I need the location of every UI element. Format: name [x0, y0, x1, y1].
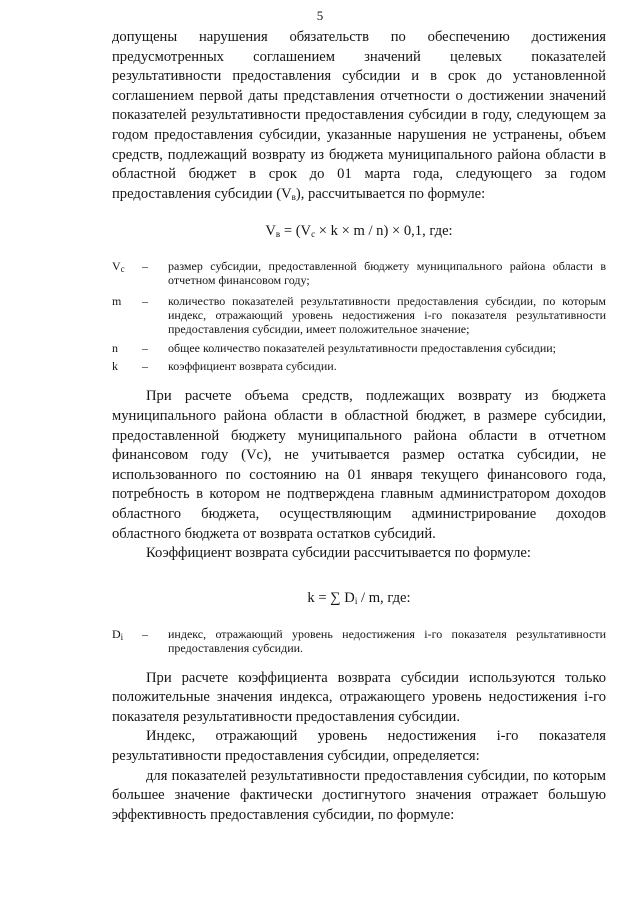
definition-item [112, 259, 606, 287]
paragraph-2: При расчете объема средств, подлежащих возврату из бюджета муниципального района области в областной бюджет, в размере субсидии, предоставленной бюджету муниципального района области в отчетном финансовом году (Vc), не учитывается размер остатка субсидии, не использованного по состоянию на 01 января текущего финансового года, потребность в котором не подтверждена главным администратором доходов областного бюджета, осуществляющим администрирование доходов областного бюджета от возврата остатков субсидий. [112, 388, 606, 542]
definition-dash: – [142, 626, 148, 641]
definition-text: общее количество показателей результативности предоставления субсидии; [168, 341, 557, 356]
definition-text: количество показателей результативности предоставления субсидии, по которым индекс, отражающий уровень недостижения i-го показателя результативности предоставления субсидии, имеет положительное значение; [168, 294, 606, 337]
paragraph-6: для показателей результативности предоставления субсидии, по которым большее значение фактически достигнутого значения отражает большую эффективность предоставления субсидии, по формуле: [112, 767, 606, 823]
definitions-list-1 [112, 259, 606, 373]
paragraph-5: Индекс, отражающий уровень недостижения i-го показателя результативности предоставления субсидии, определяется: [112, 728, 606, 765]
document-body [112, 28, 606, 825]
paragraph-3: Коэффициент возврата субсидии рассчитывается по формуле: [146, 545, 531, 562]
formula-vb: $V_в = (V_c \times k \times m / n) \times 0,1$, где: [265, 223, 453, 240]
definition-dash: – [142, 294, 148, 309]
paragraph-1: допущены нарушения обязательств по обеспечению достижения предусмотренных соглашением значений целевых показателей результативности предоставления субсидии и в срок до установленной соглашением первой даты представления отчетности о достижении значений показателей результативности предоставления субсидии в году, следующем за годом предоставления субсидии, указанные нарушения не устранены, объем средств, подлежащий возврату из бюджета муниципального района области в областной бюджет в срок до 01 марта года, следующего за годом предоставления субсидии $(V_в)$, рассчитывается по формуле: [112, 29, 606, 202]
formula-k: k = ∑ $D_i$ / m, где: [307, 589, 411, 606]
definition-text: коэффициент возврата субсидии. [168, 359, 337, 374]
definition-text: размер субсидии, предоставленной бюджету муниципального района области в отчетном финансовом году; [168, 259, 606, 288]
definition-symbol: m [112, 294, 122, 309]
definition-symbol: $V_c$ [112, 259, 125, 275]
definition-symbol: n [112, 341, 118, 356]
definition-dash: – [142, 359, 148, 374]
page-number: 5 [316, 8, 324, 23]
definition-symbol: k [112, 359, 118, 374]
definition-item [112, 359, 606, 373]
definition-dash: – [142, 259, 148, 274]
definition-dash: – [142, 341, 148, 356]
paragraph-4: При расчете коэффициента возврата субсидии используются только положительные значения индекса, отражающего уровень недостижения i-го показателя результативности предоставления субсидии. [112, 669, 606, 725]
definition-item [112, 627, 606, 655]
definition-item [112, 294, 606, 336]
definition-item [112, 341, 606, 355]
definition-symbol: $D_i$ [112, 626, 124, 642]
definition-text: индекс, отражающий уровень недостижения i-го показателя результативности предоставления субсидии. [168, 626, 606, 655]
definitions-list-2 [112, 627, 606, 655]
